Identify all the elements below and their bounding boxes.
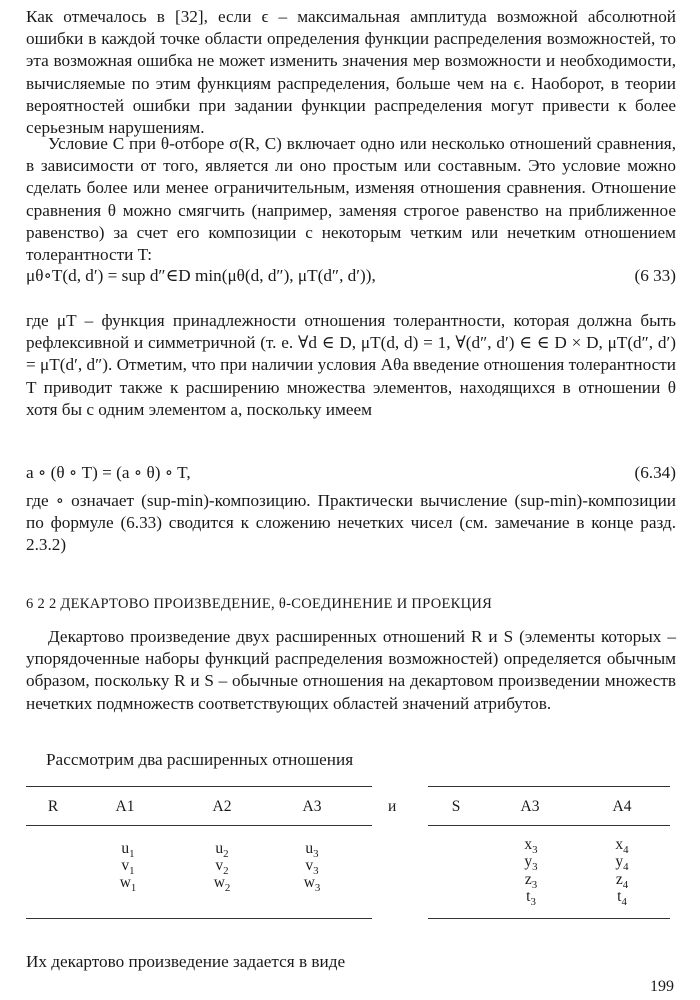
table-s-header: S	[451, 798, 461, 815]
table-r-cell: $w_2$	[213, 874, 231, 895]
table-s-cell: $x_3$	[524, 836, 538, 857]
page-number: 199	[650, 978, 674, 995]
table-s-cell: $y_4$	[615, 853, 629, 874]
paragraph-comparison-condition: Условие C при θ-отборе σ(R, C) включает одно или несколько отношений сравнения, в зависимости от того, является ли оно простым или составным. Это условие можно сделать более или менее ограничительным, изменяя отношения сравнения. Отношение сравнения θ можно смягчить (например, заменяя строгое равенство на приближенное равенство) за счет его композиции с некоторым четким или нечетким отношением толерантности T:	[26, 134, 676, 265]
table-r-header: A2	[212, 798, 232, 815]
table-r-bottom-rule	[26, 918, 372, 919]
paragraph-tolerance-membership: где μT – функция принадлежности отношения толерантности, которая должна быть рефлексивной и симметричной (т. е. ∀d ∈ D, μT(d, d) = 1, ∀(d″, d′) ∈ ∈ D × D, μT(d″, d′) = μT(d′, d″). Отметим, что при наличии условия Aθa введение отношения толерантности T приводит также к расширению множества элементов, находящихся в отношении θ хотя бы с одним элементом a, поскольку имеем	[26, 311, 676, 419]
table-r-cell: $w_1$	[119, 874, 137, 895]
conjunction-and: и	[388, 798, 397, 815]
table-s-cell: $z_3$	[524, 871, 538, 892]
table-s-cell: $x_4$	[615, 836, 629, 857]
paragraph-sup-min-composition: где ∘ означает (sup-min)-композицию. Практически вычисление (sup-min)-композиции по формуле (6.33) сводится к сложению нечетких чисел (см. замечание в конце разд. 2.3.2)	[26, 491, 676, 555]
table-s-cell: $t_3$	[526, 888, 536, 909]
table-r-cell: $w_3$	[303, 874, 321, 895]
table-s-header-rule	[428, 825, 670, 826]
paragraph-possibility-error: Как отмечалось в [32], если ϵ – максимальная амплитуда возможной абсолютной ошибки в каждой точке области определения функции распределения возможностей, то эта возможная ошибка не может изменить значения мер возможности и необходимости, вычисляемые по этим функциям распределения, больше чем на ϵ. Наоборот, в теории вероятностей ошибки при задании функции распределения могут привести к более серьезным нарушениям.	[26, 7, 676, 138]
table-r-header-rule	[26, 825, 372, 826]
table-r-header: A1	[115, 798, 135, 815]
equation-6-33-formula: μθ∘T(d, d′) = sup d″∈D min(μθ(d, d″), μT(d″, d′)),	[26, 266, 376, 285]
table-r-cell: $u_3$	[305, 840, 319, 861]
paragraph-cartesian-product: Декартово произведение двух расширенных отношений R и S (элементы которых – упорядоченные наборы функций распределения возможностей) определяется обычным образом, поскольку R и S – обычные отношения на декартовом произведении множеств нечетких подмножеств соответствующих областей значений атрибутов.	[26, 627, 676, 713]
equation-6-34-formula: a ∘ (θ ∘ T) = (a ∘ θ) ∘ T,	[26, 463, 191, 482]
table-s-bottom-rule	[428, 918, 670, 919]
table-s-cell: $y_3$	[524, 853, 538, 874]
table-r-cell: $u_2$	[215, 840, 229, 861]
table-r-cell: $u_1$	[121, 840, 135, 861]
table-r-header: A3	[302, 798, 322, 815]
table-r-cell: $v_3$	[305, 857, 319, 878]
section-heading: 6 2 2 ДЕКАРТОВО ПРОИЗВЕДЕНИЕ, θ-СОЕДИНЕНИЕ И ПРОЕКЦИЯ	[26, 596, 493, 612]
table-s-cell: $t_4$	[617, 888, 627, 909]
table-r-cell: $v_2$	[215, 857, 229, 878]
table-s-header: A4	[612, 798, 632, 815]
table-r-cell: $v_1$	[121, 857, 135, 878]
consider-relations-line: Рассмотрим два расширенных отношения	[46, 750, 354, 769]
table-s-top-rule	[428, 786, 670, 787]
table-r-top-rule	[26, 786, 372, 787]
equation-6-33-number: (6 33)	[634, 266, 676, 285]
closing-line: Их декартово произведение задается в виде	[26, 952, 346, 971]
equation-6-34-number: (6.34)	[634, 463, 676, 482]
table-s-cell: $z_4$	[615, 871, 629, 892]
table-r-header: R	[47, 798, 59, 815]
table-s-header: A3	[520, 798, 540, 815]
